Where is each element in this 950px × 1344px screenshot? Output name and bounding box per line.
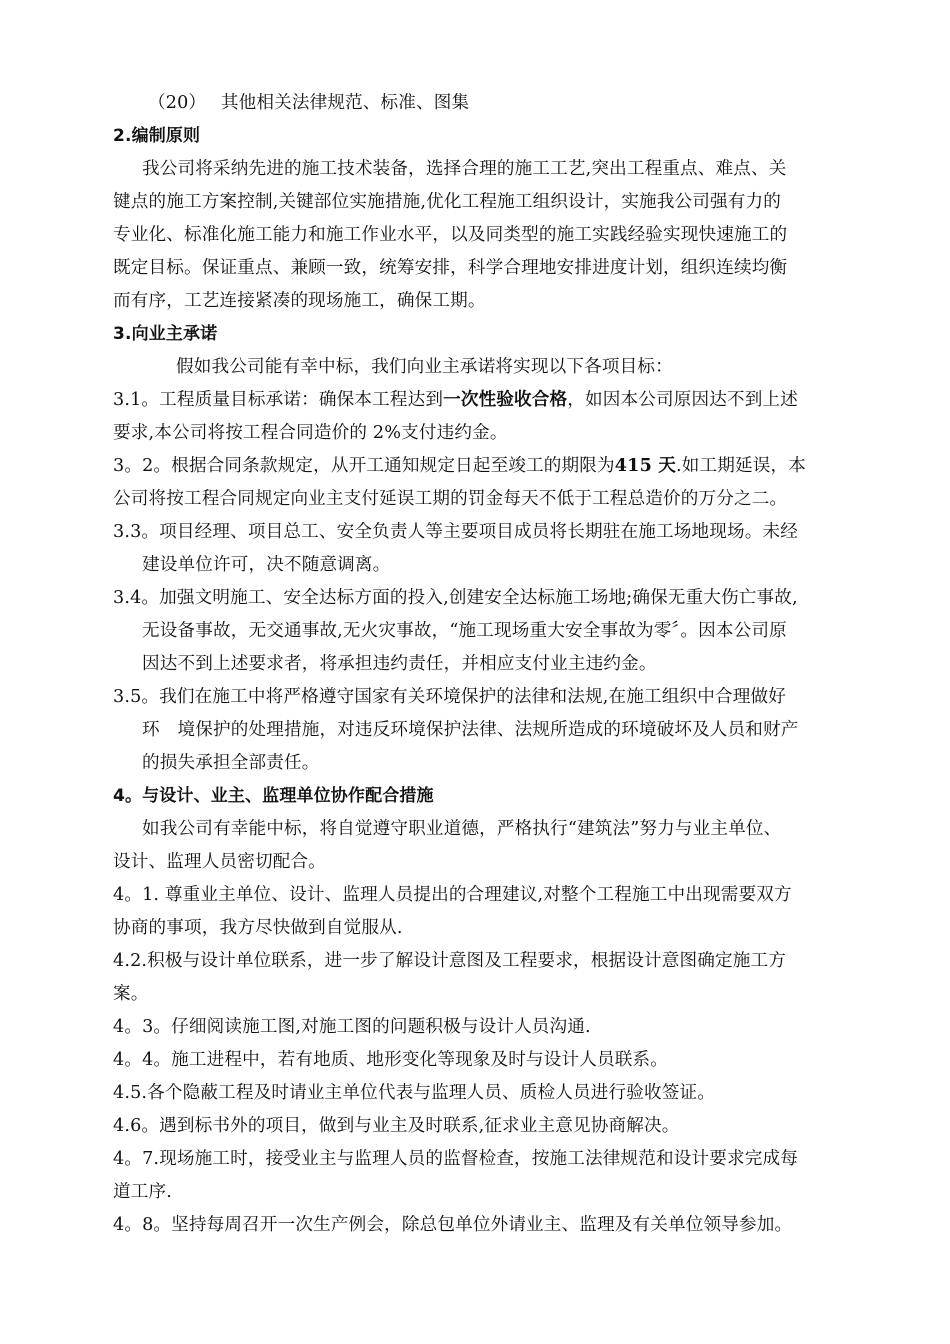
paragraph-line: 案。: [113, 984, 149, 1004]
paragraph-line: 4。3。仔细阅读施工图,对施工图的问题积极与设计人员沟通.: [113, 1017, 591, 1037]
paragraph-line: 要求,本公司将按工程合同造价的 2%支付违约金。: [113, 423, 508, 443]
duration-emphasis: 415 天: [614, 455, 676, 476]
paragraph-line: 4。7.现场施工时，接受业主与监理人员的监督检查，按施工法律规范和设计要求完成每: [113, 1149, 798, 1169]
paragraph-line: 建设单位许可，决不随意调离。: [142, 555, 391, 575]
paragraph-line: 键点的施工方案控制,关键部位实施措施,优化工程施工组织设计，实施我公司强有力的: [113, 192, 782, 212]
section-heading-compilation-principles: 2.编制原则: [113, 126, 201, 146]
paragraph-line: 协商的事项，我方尽快做到自觉服从.: [113, 918, 403, 938]
paragraph-line: 3.5。我们在施工中将严格遵守国家有关环境保护的法律和法规,在施工组织中合理做好: [113, 687, 786, 707]
paragraph-line: 专业化、标准化施工能力和施工作业水平，以及同类型的施工实践经验实现快速施工的: [113, 225, 788, 245]
paragraph-line: 4.6。遇到标书外的项目，做到与业主及时联系,征求业主意见协商解决。: [113, 1116, 680, 1136]
section-heading-coordination: 4。与设计、业主、监理单位协作配合措施: [113, 786, 434, 806]
text-span: 3。2。根据合同条款规定，从开工通知规定日起至竣工的期限为: [113, 456, 615, 476]
paragraph-line: 4。4。施工进程中，若有地质、地形变化等现象及时与设计人员联系。: [113, 1050, 669, 1070]
text-span: ，如因本公司原因达不到上述: [567, 390, 798, 410]
paragraph-line: 既定目标。保证重点、兼顾一致，统筹安排，科学合理地安排进度计划，组织连续均衡: [113, 258, 788, 278]
paragraph-line: 设计、监理人员密切配合。: [113, 852, 326, 872]
paragraph-line: 4。1. 尊重业主单位、设计、监理人员提出的合理建议,对整个工程施工中出现需要双方: [113, 885, 792, 905]
paragraph-line: 因达不到上述要求者，将承担违约责任，并相应支付业主违约金。: [142, 654, 657, 674]
commitment-3-1-line: [113, 388, 853, 412]
paragraph-line: 3.3。项目经理、项目总工、安全负责人等主要项目成员将长期驻在施工场地现场。未经: [113, 522, 798, 542]
text-span: 3.1。工程质量目标承诺：确保本工程达到: [113, 390, 444, 410]
paragraph-line: 环 境保护的处理措施，对违反环境保护法律、法规所造成的环境破坏及人员和财产: [142, 720, 799, 740]
commitment-3-2-line: [113, 454, 853, 478]
paragraph-line: 道工序.: [113, 1182, 172, 1202]
text-span: .如工期延误，本: [675, 456, 806, 476]
paragraph-line: 3.4。加强文明施工、安全达标方面的投入,创建安全达标施工场地;确保无重大伤亡事故,: [113, 588, 798, 608]
paragraph-line: 4.2.积极与设计单位联系，进一步了解设计意图及工程要求，根据设计意图确定施工方: [113, 951, 786, 971]
quality-target-emphasis: 一次性验收合格: [443, 389, 568, 410]
paragraph-line: 如我公司有幸能中标，将自觉遵守职业道德，严格执行“建筑法”努力与业主单位、: [142, 819, 782, 839]
paragraph-line: 4。8。坚持每周召开一次生产例会，除总包单位外请业主、监理及有关单位领导参加。: [113, 1215, 793, 1235]
paragraph-line: 我公司将采纳先进的施工技术装备，选择合理的施工工艺,突出工程重点、难点、关: [142, 159, 787, 179]
reference-item-20: （20） 其他相关法律规范、标准、图集: [148, 93, 470, 113]
paragraph-line: 假如我公司能有幸中标，我们向业主承诺将实现以下各项目标：: [176, 357, 673, 377]
paragraph-line: 4.5.各个隐蔽工程及时请业主单位代表与监理人员、质检人员进行验收签证。: [113, 1083, 715, 1103]
paragraph-line: 无设备事故，无交通事故,无火灾事故，“施工现场重大安全事故为零〞。因本公司原: [142, 621, 787, 641]
paragraph-line: 而有序，工艺连接紧凑的现场施工，确保工期。: [113, 291, 486, 311]
paragraph-line: 的损失承担全部责任。: [142, 753, 320, 773]
section-heading-owner-commitment: 3.向业主承诺: [113, 324, 218, 344]
paragraph-line: 公司将按工程合同规定向业主支付延误工期的罚金每天不低于工程总造价的万分之二。: [113, 489, 788, 509]
